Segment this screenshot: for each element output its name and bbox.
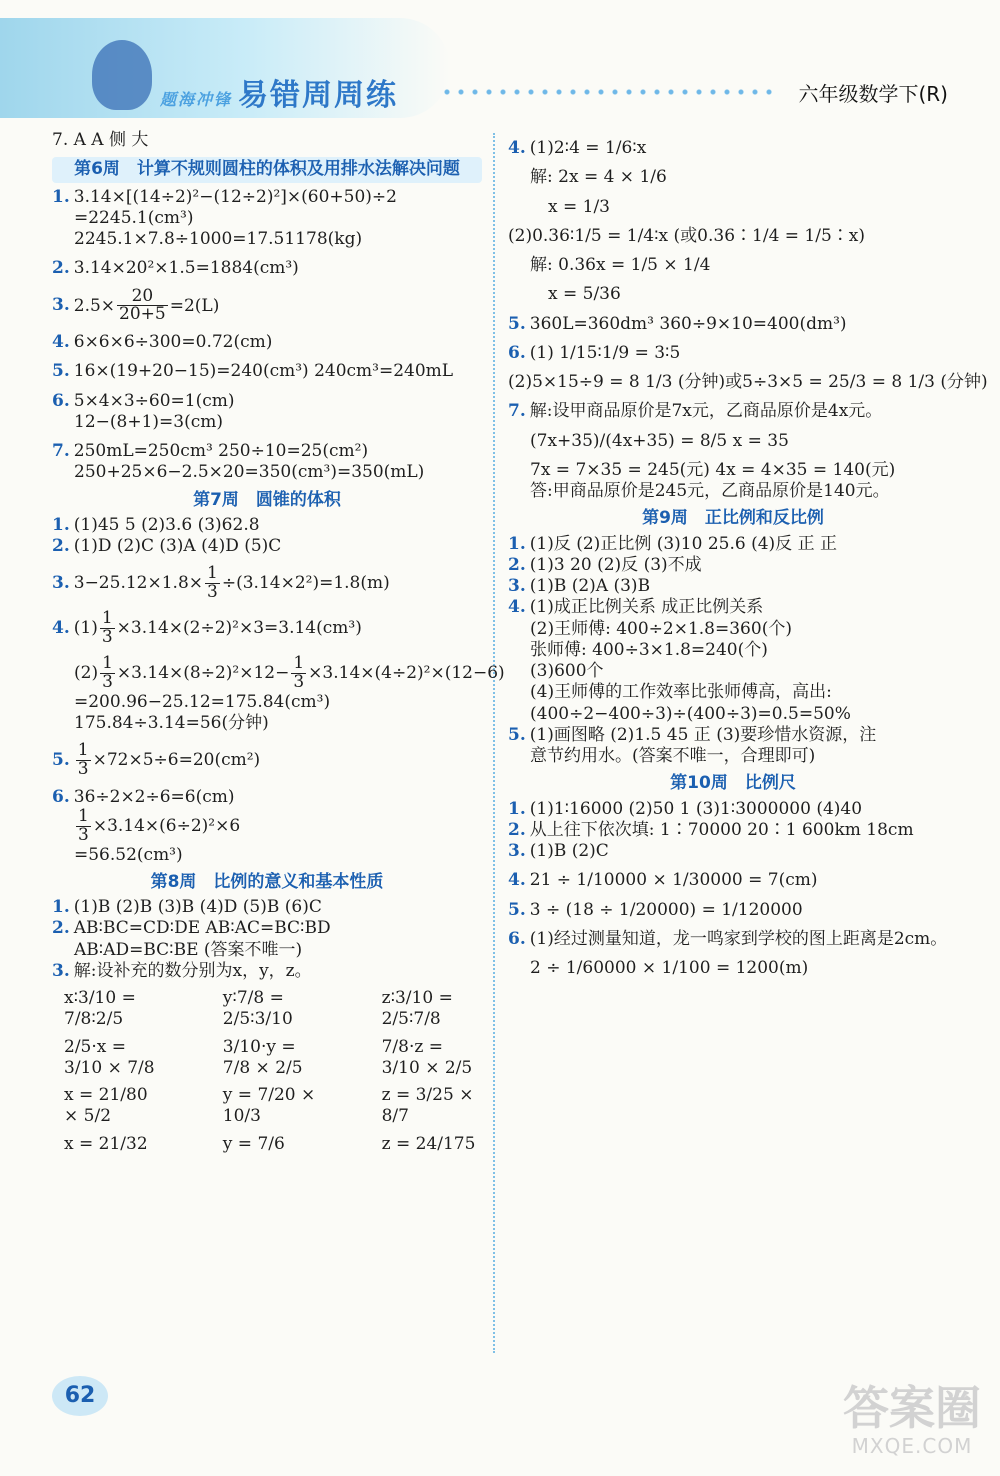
equation-line: x = 21/80 × 5/2 <box>64 1085 148 1127</box>
left-column <box>52 130 505 1155</box>
section-title-week9: 第9周 正比例和反比例 <box>642 508 824 529</box>
answer-line: (400÷2−400÷3)÷(400÷3)=0.5=50% <box>530 703 851 724</box>
fraction: $\frac{1}{3}$ <box>101 608 113 647</box>
answer-line: 12−(8+1)=3(cm) <box>74 411 223 432</box>
section-title-week8: 第8周 比例的意义和基本性质 <box>150 871 384 892</box>
grade-label: 六年级数学下(R) <box>798 82 948 106</box>
answer-line: (2)王师傅: 400÷2×1.8=360(个) <box>530 618 792 639</box>
solution-x <box>64 988 165 1155</box>
section-title-week6: 第6周 计算不规则圆柱的体积及用排水法解决问题 <box>52 157 482 182</box>
answer-line: =56.52(cm³) <box>74 844 183 865</box>
equation-line: x = 21/32 <box>64 1133 148 1154</box>
answer-line: 6. 5×4×3÷60=1(cm) <box>52 390 235 411</box>
answer-line: 解: 2x = 4 × 1/6 <box>530 167 667 188</box>
equation-line: z = 24/175 <box>381 1133 476 1154</box>
answer-line: 2. 3.14×20²×1.5=1884(cm³) <box>52 258 299 279</box>
answer-line: 250+25×6−2.5×20=350(cm³)=350(mL) <box>74 462 425 483</box>
answer-line: 5. 3 ÷ (18 ÷ 1/20000) = 1/120000 <box>508 899 803 920</box>
right-column <box>508 130 988 979</box>
answer-line: (4)王师傅的工作效率比张师傅高，高出: <box>530 682 832 703</box>
answer-line: 4. (1)2∶4 = 1/6∶x <box>508 138 647 158</box>
answer-line: AB∶AD=BC∶BE (答案不唯一) <box>74 939 303 960</box>
answer-line: (7x+35)/(4x+35) = 8/5 x = 35 <box>530 430 789 451</box>
column-divider <box>493 133 495 1353</box>
answer-line: 1. (1)1∶16000 (2)50 1 (3)1∶3000000 (4)40 <box>508 798 863 819</box>
fraction: $\frac{1}{3}$ <box>207 563 218 603</box>
answer-line: 4. (1)成正比例关系 成正比例关系 <box>508 597 764 618</box>
answer-line: 2. 从上往下依次填: 1∶70000 20∶1 600km 18cm <box>508 819 914 840</box>
solution-y <box>223 988 324 1155</box>
answer-line: 3. (1)B (2)A (3)B <box>508 576 651 596</box>
equation-line: 7/8·z = 3/10 × 2/5 <box>381 1036 473 1078</box>
answer-line: 2 ÷ 1/60000 × 1/100 = 1200(m) <box>530 958 809 978</box>
answer-line: (2)5×15÷9 = 8 1/3 (分钟)或5÷3×5 = 25/3 = 8 1/3 (分钟) <box>508 372 988 392</box>
answer-line: 2. (1)3 20 (2)反 (3)不成 <box>508 554 702 575</box>
answer-line: 解: 0.36x = 1/5 × 1/4 <box>530 255 711 275</box>
answer-line: 2245.1×7.8÷1000=17.51178(kg) <box>74 229 363 249</box>
decorative-dots <box>440 88 780 96</box>
answer-line: 5. (1)画图略 (2)1.5 45 正 (3)要珍惜水资源，注 <box>508 724 877 745</box>
equation-line: z = 3/25 × 8/7 <box>381 1085 474 1127</box>
answer-line: 7. A A 侧 大 <box>52 130 149 150</box>
answer-line: 2. (1)D (2)C (3)A (4)D (5)C <box>52 536 282 557</box>
equation-line: y = 7/20 × 10/3 <box>222 1085 316 1127</box>
watermark-logo: 答案圈 <box>843 1381 981 1435</box>
answer-line: (2)0.36∶1/5 = 1/4∶x (或0.36∶1/4 = 1/5∶x) <box>508 225 866 246</box>
answer-line: 1. (1)B (2)B (3)B (4)D (5)B (6)C <box>52 897 322 918</box>
answer-line: 6. (1)经过测量知道，龙一鸣家到学校的图上距离是2cm。 <box>508 928 948 949</box>
page-header <box>0 0 1000 120</box>
site-watermark <box>842 1382 982 1462</box>
fraction: $\frac{20}{20+5}$ <box>119 285 166 325</box>
answer-line: 5. 360L=360dm³ 360÷9×10=400(dm³) <box>508 313 847 334</box>
answer-line: 5. 16×(19+20−15)=240(cm³) 240cm³=240mL <box>52 361 454 382</box>
equation-line: x∶3/10 = 7/8∶2/5 <box>64 988 136 1030</box>
fraction: $\frac{1}{3}$ <box>77 740 89 779</box>
answer-line: =2245.1(cm³) <box>74 207 194 228</box>
answer-line: 3. 解:设补充的数分别为x，y，z。 <box>52 960 312 981</box>
answer-line: $\frac{1}{3}$ ×3.14×(6÷2)²×6 <box>78 805 241 845</box>
answer-line: (2) $\frac{1}{3}$ ×3.14×(8÷2)²×12− $\frac{1}{3}$ ×3.14×(4÷2)²×(12−6) <box>74 652 505 692</box>
answer-line: 答:甲商品原价是245元，乙商品原价是140元。 <box>530 481 890 501</box>
answer-line: 2. AB∶BC=CD∶DE AB∶AC=BC∶BD <box>52 918 331 939</box>
answer-line: 3. (1)B (2)C <box>508 841 609 861</box>
brand-slogan: 题海冲锋 <box>160 90 233 109</box>
answer-line: 6. (1) 1/15∶1/9 = 3∶5 <box>508 342 681 363</box>
equation-line: z∶3/10 = 2/5∶7/8 <box>381 988 453 1030</box>
section-title-week7: 第7周 圆锥的体积 <box>193 489 341 510</box>
answer-line: 4. 6×6×6÷300=0.72(cm) <box>52 332 273 353</box>
answer-line: x = 1/3 <box>548 196 610 217</box>
answer-line: 3. 2.5× $\frac{20}{20+5}$ =2(L) <box>52 285 220 325</box>
answer-line: 7x = 7×35 = 245(元) 4x = 4×35 = 140(元) <box>530 459 896 480</box>
answer-line: 意节约用水。(答案不唯一，合理即可) <box>530 746 816 766</box>
answer-line: 175.84÷3.14=56(分钟) <box>74 712 269 733</box>
answer-line: =200.96−25.12=175.84(cm³) <box>74 691 331 712</box>
answer-line: 7. 250mL=250cm³ 250÷10=25(cm²) <box>52 441 369 462</box>
page-number: 62 <box>52 1376 108 1416</box>
cartoon-mascot-icon <box>92 40 152 110</box>
solution-z <box>382 988 482 1155</box>
brand-banner <box>0 18 450 118</box>
answer-line: 1. (1)45 5 (2)3.6 (3)62.8 <box>52 514 260 535</box>
answer-line: 1. (1)反 (2)正比例 (3)10 25.6 (4)反 正 正 <box>508 533 837 554</box>
series-title: 易错周周练 <box>238 78 399 113</box>
fraction: $\frac{1}{3}$ <box>78 805 89 845</box>
answer-line: 6. 36÷2×2÷6=6(cm) <box>52 786 235 807</box>
solution-columns <box>52 988 482 1155</box>
watermark-domain: MXQE.COM <box>851 1434 973 1458</box>
equation-line: 3/10·y = 7/8 × 2/5 <box>222 1036 303 1078</box>
answer-line: 1. 3.14×[(14÷2)²−(12÷2)²]×(60+50)÷2 <box>52 186 397 207</box>
answer-line: 7. 解:设甲商品原价是7x元，乙商品原价是4x元。 <box>508 401 883 422</box>
equation-line: 2/5·x = 3/10 × 7/8 <box>64 1036 155 1078</box>
answer-line: 3. 3−25.12×1.8× $\frac{1}{3}$ ÷(3.14×2²)=1.8(m) <box>52 563 390 603</box>
answer-line: x = 5/36 <box>548 284 621 305</box>
fraction: $\frac{1}{3}$ <box>293 652 305 692</box>
section-title-week10: 第10周 比例尺 <box>670 773 796 794</box>
answer-line: 4. (1) $\frac{1}{3}$ ×3.14×(2÷2)²×3=3.14(cm³) <box>52 608 362 647</box>
fraction: $\frac{1}{3}$ <box>102 652 113 692</box>
answer-line: (3)600个 <box>530 661 604 681</box>
answer-line: 张师傅: 400÷3×1.8=240(个) <box>530 639 768 660</box>
brand-title <box>160 70 398 114</box>
answer-line: 4. 21 ÷ 1/10000 × 1/30000 = 7(cm) <box>508 870 818 891</box>
answer-line: 5. $\frac{1}{3}$ ×72×5÷6=20(cm²) <box>52 740 261 779</box>
equation-line: y = 7/6 <box>222 1133 285 1154</box>
equation-line: y∶7/8 = 2/5∶3/10 <box>222 988 293 1030</box>
